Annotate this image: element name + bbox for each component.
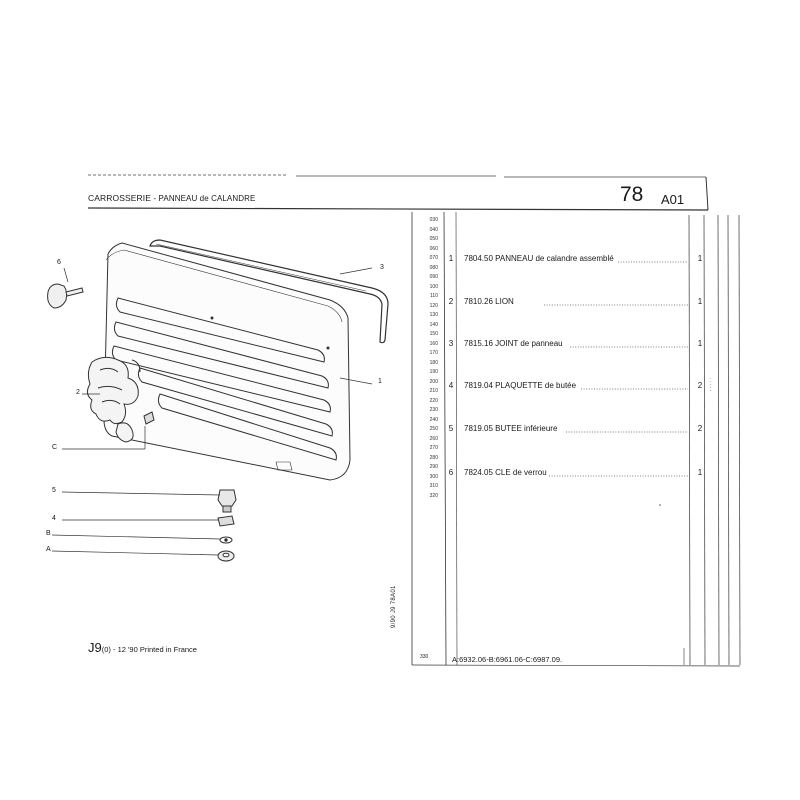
line-number: 190 bbox=[429, 369, 438, 375]
buffer-stop-drawing bbox=[218, 490, 236, 512]
line-number: 200 bbox=[429, 378, 438, 385]
line-number: 050 bbox=[429, 236, 438, 242]
part-ref: 1 bbox=[448, 254, 454, 263]
part-qty: 1 bbox=[697, 254, 703, 263]
line-number: 030 bbox=[429, 217, 438, 223]
callout-1: 1 bbox=[378, 378, 382, 385]
header-bottom-rule bbox=[88, 208, 708, 210]
part-description: 7810.26 LION bbox=[464, 297, 514, 306]
washer-b-drawing bbox=[220, 537, 232, 543]
callout-4: 4 bbox=[52, 515, 56, 522]
footer-edition bbox=[88, 640, 197, 655]
table-line bbox=[728, 215, 729, 665]
footer-line-number: 330 bbox=[420, 654, 429, 660]
lock-key-drawing bbox=[48, 284, 83, 308]
line-number: 320 bbox=[429, 492, 438, 499]
line-number: 110 bbox=[430, 293, 438, 299]
line-number: 100 bbox=[429, 283, 438, 290]
section-number: 78 bbox=[620, 183, 644, 206]
line-number: 060 bbox=[429, 245, 438, 252]
part-description: 7819.05 BUTEE inférieure bbox=[464, 424, 558, 433]
line-number: 160 bbox=[429, 340, 438, 347]
callout-6: 6 bbox=[57, 259, 61, 266]
table-line bbox=[689, 215, 690, 665]
part-qty: 1 bbox=[697, 297, 703, 306]
line-number: 260 bbox=[429, 435, 438, 442]
part-ref: 2 bbox=[448, 297, 454, 306]
line-number: 290 bbox=[429, 464, 438, 470]
part-qty: 2 bbox=[697, 381, 703, 390]
part-ref: 4 bbox=[448, 381, 454, 390]
footer-references: A:6932.06-B:6961.06-C:6987.09. bbox=[452, 655, 563, 664]
stop-plate-drawing bbox=[218, 516, 234, 526]
page-title bbox=[88, 193, 255, 203]
line-number: 220 bbox=[429, 397, 438, 404]
table-line bbox=[704, 215, 705, 665]
callout-3: 3 bbox=[380, 264, 384, 271]
footer-model: J9 bbox=[88, 640, 102, 655]
table-line bbox=[456, 212, 457, 665]
line-number: 070 bbox=[429, 255, 438, 261]
nut-a-drawing bbox=[218, 551, 234, 561]
section-code: A01 bbox=[661, 192, 685, 207]
part-qty: 2 bbox=[697, 424, 703, 433]
part-description: 7824.05 CLE de verrou bbox=[464, 468, 547, 477]
vertical-page-code: 9/90 J9 78A01 bbox=[391, 585, 397, 628]
subtitle-text: - PANNEAU de CALANDRE bbox=[153, 194, 256, 203]
line-number: 180 bbox=[429, 359, 438, 366]
part-description: 7819.04 PLAQUETTE de butée bbox=[464, 381, 577, 390]
grille-panel-drawing bbox=[104, 243, 350, 480]
title-text: CARROSSERIE bbox=[88, 193, 151, 203]
frame-line bbox=[706, 177, 708, 210]
table-line bbox=[739, 215, 740, 665]
table-bottom-line bbox=[412, 665, 740, 666]
part-qty: 1 bbox=[697, 339, 703, 348]
line-number: 250 bbox=[429, 426, 438, 432]
line-number: 120 bbox=[429, 302, 438, 309]
callout-2: 2 bbox=[76, 389, 80, 396]
line-number: 040 bbox=[429, 226, 438, 233]
line-number: 300 bbox=[429, 473, 438, 480]
callout-5: 5 bbox=[52, 487, 56, 494]
table-line bbox=[718, 215, 719, 665]
line-number: 270 bbox=[429, 445, 438, 451]
line-number-column bbox=[416, 216, 438, 501]
callout-b: B bbox=[46, 530, 51, 537]
part-description: 7804.50 PANNEAU de calandre assemblé bbox=[464, 254, 614, 263]
part-ref: 6 bbox=[448, 468, 454, 477]
line-number: 230 bbox=[429, 407, 438, 413]
line-number: 130 bbox=[429, 312, 438, 318]
line-number: 150 bbox=[429, 331, 438, 337]
part-ref: 5 bbox=[448, 424, 454, 433]
table-line bbox=[444, 212, 446, 665]
line-number: 310 bbox=[429, 483, 438, 489]
line-number: 280 bbox=[429, 454, 438, 461]
line-number: 240 bbox=[429, 416, 438, 423]
line-number: 090 bbox=[429, 274, 438, 280]
part-ref: 3 bbox=[448, 339, 454, 348]
callout-c: C bbox=[52, 444, 58, 451]
part-qty: 1 bbox=[697, 468, 703, 477]
callout-a: A bbox=[46, 546, 51, 553]
line-number: 210 bbox=[429, 388, 438, 394]
line-number: 080 bbox=[429, 264, 438, 271]
part-description: 7815.16 JOINT de panneau bbox=[464, 339, 563, 348]
line-number: 170 bbox=[429, 350, 438, 356]
line-number: 140 bbox=[429, 321, 438, 328]
footer-print-info: (0) - 12 '90 Printed in France bbox=[101, 645, 197, 654]
